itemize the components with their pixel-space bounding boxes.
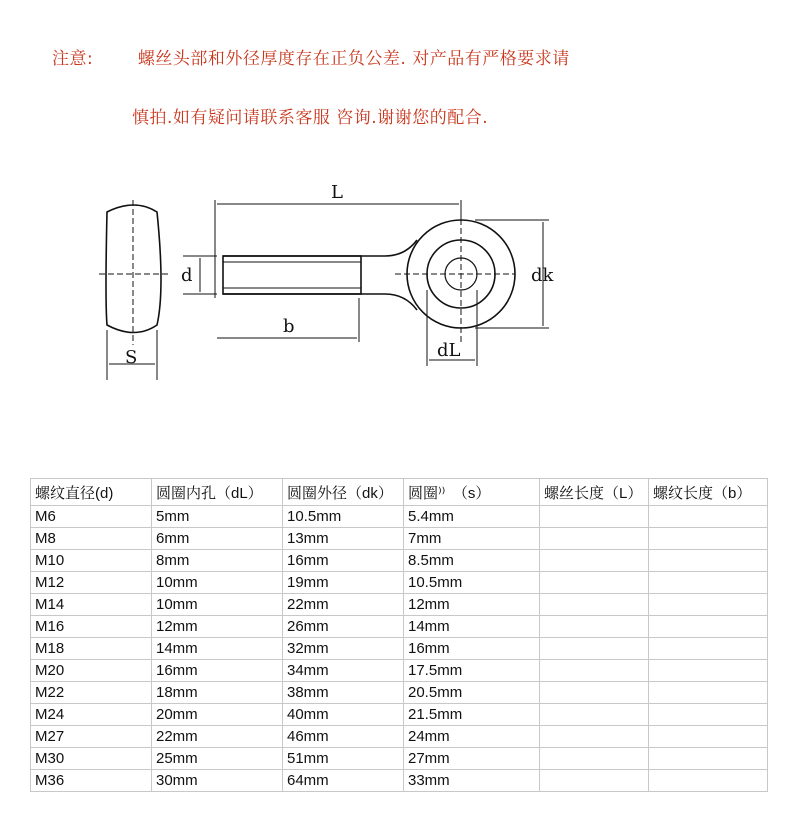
spec-table xyxy=(30,478,768,792)
table-cell: 21.5mm xyxy=(404,704,540,726)
table-cell: 26mm xyxy=(283,616,404,638)
table-cell xyxy=(649,748,768,770)
table-cell: M22 xyxy=(31,682,152,704)
table-row xyxy=(31,528,768,550)
table-row xyxy=(31,726,768,748)
table-cell xyxy=(540,770,649,792)
table-cell: 16mm xyxy=(152,660,283,682)
label-L: L xyxy=(331,182,343,203)
table-header-row xyxy=(31,479,768,506)
table-cell xyxy=(540,682,649,704)
table-cell: 10.5mm xyxy=(283,506,404,528)
table-cell xyxy=(540,726,649,748)
table-cell: 32mm xyxy=(283,638,404,660)
label-S: S xyxy=(125,347,138,368)
table-row xyxy=(31,550,768,572)
table-cell: 10.5mm xyxy=(404,572,540,594)
table-cell: M18 xyxy=(31,638,152,660)
table-cell: 10mm xyxy=(152,594,283,616)
table-cell: 13mm xyxy=(283,528,404,550)
table-cell: 16mm xyxy=(283,550,404,572)
table-cell: M20 xyxy=(31,660,152,682)
table-cell xyxy=(649,506,768,528)
table-row xyxy=(31,506,768,528)
label-dL: dL xyxy=(437,340,461,361)
notice-text-1: 螺丝头部和外径厚度存在正负公差. 对产品有严格要求请 xyxy=(137,49,570,69)
table-cell xyxy=(649,616,768,638)
table-cell xyxy=(649,594,768,616)
table-cell: 30mm xyxy=(152,770,283,792)
table-row xyxy=(31,616,768,638)
table-cell: 5.4mm xyxy=(404,506,540,528)
table-cell: 27mm xyxy=(404,748,540,770)
table-cell: 8mm xyxy=(152,550,283,572)
label-b: b xyxy=(283,316,295,337)
table-cell: 17.5mm xyxy=(404,660,540,682)
table-cell xyxy=(649,660,768,682)
header-thread-length: 螺纹长度（b） xyxy=(649,479,768,506)
header-inner-hole: 圆圈内孔（dL） xyxy=(152,479,283,506)
table-cell: 12mm xyxy=(152,616,283,638)
header-thread-diameter: 螺纹直径(d) xyxy=(31,479,152,506)
table-cell: 22mm xyxy=(152,726,283,748)
table-row xyxy=(31,704,768,726)
table-cell: 33mm xyxy=(404,770,540,792)
table-cell: M12 xyxy=(31,572,152,594)
table-cell xyxy=(649,704,768,726)
table-cell: 20mm xyxy=(152,704,283,726)
table-cell: 6mm xyxy=(152,528,283,550)
notice-line-1 xyxy=(52,44,570,69)
header-thickness: 圆圈⁾⁾ （s） xyxy=(404,479,540,506)
table-cell xyxy=(649,528,768,550)
table-cell xyxy=(540,594,649,616)
table-cell: 38mm xyxy=(283,682,404,704)
table-cell: 14mm xyxy=(152,638,283,660)
table-row xyxy=(31,594,768,616)
table-cell: 16mm xyxy=(404,638,540,660)
table-cell: M16 xyxy=(31,616,152,638)
table-cell: 46mm xyxy=(283,726,404,748)
table-cell xyxy=(540,572,649,594)
table-cell: 20.5mm xyxy=(404,682,540,704)
table-cell: 12mm xyxy=(404,594,540,616)
table-cell: M8 xyxy=(31,528,152,550)
table-cell: 64mm xyxy=(283,770,404,792)
table-cell: 14mm xyxy=(404,616,540,638)
notice-line-2 xyxy=(132,103,488,128)
table-cell xyxy=(649,638,768,660)
table-cell xyxy=(649,572,768,594)
table-cell: 10mm xyxy=(152,572,283,594)
table-cell xyxy=(649,550,768,572)
table-cell xyxy=(540,506,649,528)
table-cell: M6 xyxy=(31,506,152,528)
table-row xyxy=(31,682,768,704)
label-dk: dk xyxy=(531,265,554,286)
notice-text-2: 慎拍.如有疑问请联系客服 咨询.谢谢您的配合. xyxy=(132,108,489,128)
table-cell: 22mm xyxy=(283,594,404,616)
notice-label: 注意: xyxy=(52,49,94,69)
table-row xyxy=(31,660,768,682)
header-screw-length: 螺丝长度（L） xyxy=(540,479,649,506)
table-cell xyxy=(540,616,649,638)
table-row xyxy=(31,770,768,792)
table-row xyxy=(31,572,768,594)
table-cell: M36 xyxy=(31,770,152,792)
table-cell: 5mm xyxy=(152,506,283,528)
header-outer-diameter: 圆圈外径（dk） xyxy=(283,479,404,506)
table-cell: 25mm xyxy=(152,748,283,770)
table-cell: M10 xyxy=(31,550,152,572)
table-cell: 51mm xyxy=(283,748,404,770)
table-cell xyxy=(540,748,649,770)
table-cell: M30 xyxy=(31,748,152,770)
table-cell: 34mm xyxy=(283,660,404,682)
table-cell xyxy=(540,704,649,726)
table-cell: 19mm xyxy=(283,572,404,594)
table-cell: M27 xyxy=(31,726,152,748)
table-cell xyxy=(649,682,768,704)
table-cell: 18mm xyxy=(152,682,283,704)
table-cell xyxy=(649,726,768,748)
table-cell xyxy=(540,528,649,550)
table-cell: M24 xyxy=(31,704,152,726)
table-cell: 40mm xyxy=(283,704,404,726)
table-cell: 7mm xyxy=(404,528,540,550)
label-d: d xyxy=(181,265,193,286)
table-row xyxy=(31,638,768,660)
table-cell xyxy=(649,770,768,792)
table-cell xyxy=(540,660,649,682)
table-cell: 8.5mm xyxy=(404,550,540,572)
table-cell: M14 xyxy=(31,594,152,616)
table-row xyxy=(31,748,768,770)
eye-bolt-diagram xyxy=(95,170,575,390)
table-cell xyxy=(540,638,649,660)
table-cell xyxy=(540,550,649,572)
table-cell: 24mm xyxy=(404,726,540,748)
